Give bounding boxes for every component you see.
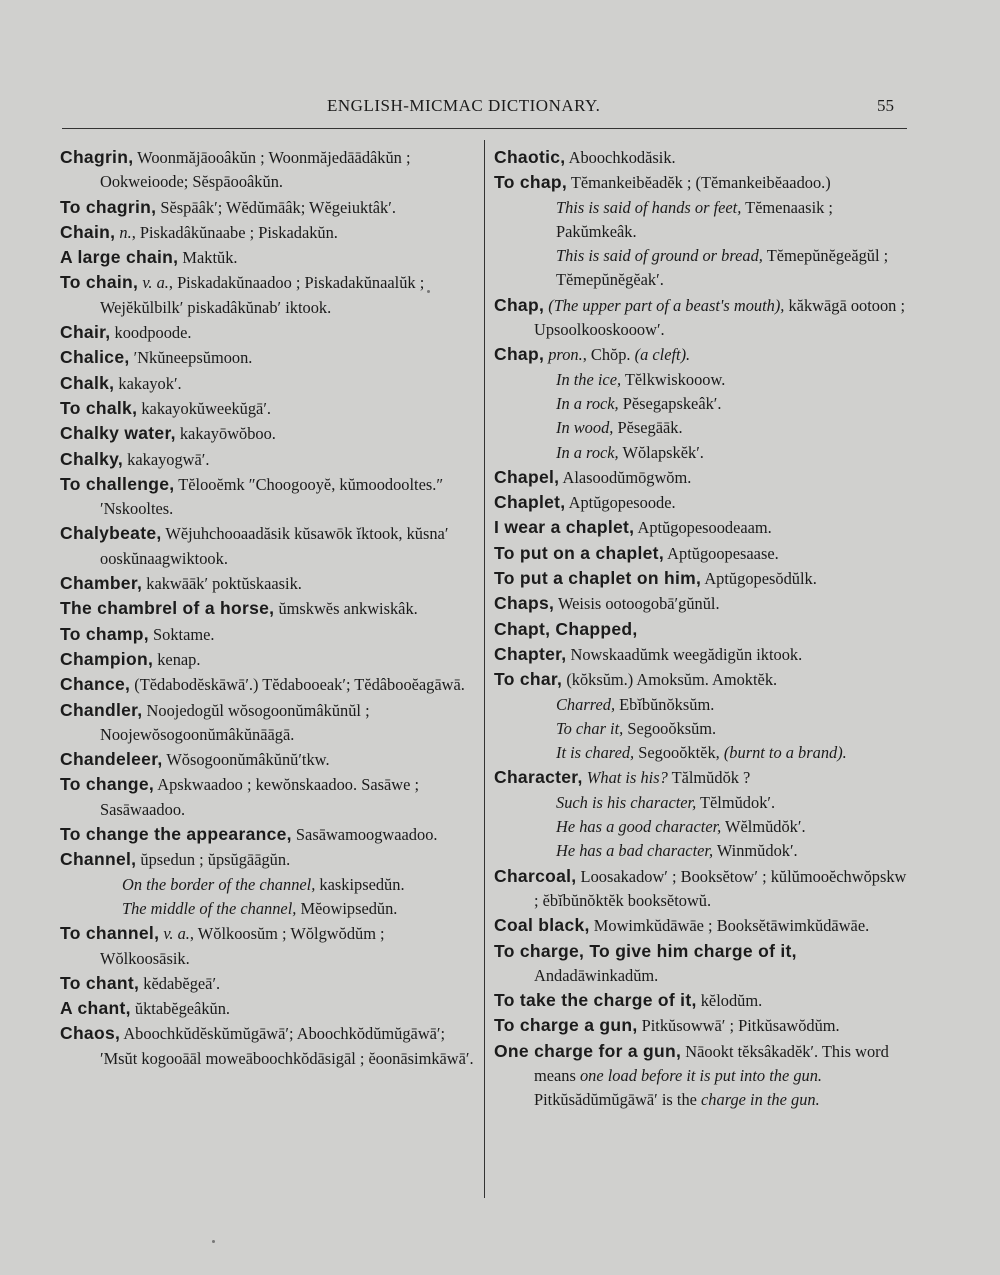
definition-text: Tĕlkwiskooow. [621,369,726,389]
dictionary-entry [60,345,476,370]
dictionary-entry [60,847,476,872]
dictionary-entry [60,472,476,522]
dictionary-entry [494,693,914,717]
headword: Chaotic, [494,147,566,167]
dictionary-entry [494,342,914,367]
italic-gloss: In wood, [556,418,614,438]
italic-gloss: (burnt to a brand). [723,743,847,763]
dictionary-entry [494,791,914,815]
definition-text: Segooŏksŭm. [623,718,717,738]
headword: Chapel, [494,466,560,487]
italic-gloss: v. a. [163,924,190,944]
headword: Chapter, [494,643,567,664]
definition-text: Aboochkodăsik. [565,148,676,167]
headword: To take the charge of it, [494,990,697,1011]
definition-text: Wŏsogoonŭmâkŭnŭ′tkw. [162,750,330,770]
dictionary-entry [494,170,914,195]
headword: To challenge, [60,473,175,494]
italic-gloss: Such is his character, [556,792,697,812]
dictionary-entry [494,566,914,591]
headword: To change the appearance, [60,824,292,845]
dictionary-entry [494,591,914,616]
dictionary-entry [60,647,476,672]
headword: Chalky water, [60,423,176,444]
definition-text: Soktame. [148,624,215,644]
definition-text: Mĕowipsedŭn. [296,898,398,918]
definition-text: Tălmŭdŏk ? [667,768,751,788]
definition-text: (Tĕdabodĕskāwā′.) Tĕdabooeak′; Tĕdâbooĕagāwā. [130,675,465,695]
dictionary-entry [60,996,476,1021]
dictionary-entry [494,765,914,790]
dictionary-entry [60,145,476,195]
dictionary-entry [494,839,914,863]
definition-text: kakayōwŏboo. [175,424,276,444]
definition-text: Nowskaadŭmk weegădigŭn iktook. [566,644,803,664]
right-column [494,145,914,1113]
definition-text: , Wŏlkoosŭm ; Wŏlgwŏdŭm ; Wŏlkoosāsik. [100,924,385,968]
definition-text: kăkwāgā ootoon ; Upsoolkooskooow′. [534,295,906,340]
dictionary-entry [494,145,914,170]
definition-text: (kŏksŭm.) Amoksŭm. Amoktĕk. [562,670,778,690]
dictionary-entry [494,815,914,839]
definition-text: Wĕjuhchooaadăsik kŭsawōk ĭktook, kŭsna′ ooskŭnaagwiktook. [100,524,449,568]
dictionary-entry [60,447,476,472]
dictionary-entry [494,490,914,515]
headword: To put a chaplet on him, [494,568,702,589]
definition-text: Aboochkŭdĕskŭmŭgāwā′; Aboochkŏdŭmŭgāwā′; ′Msŭt kogooāāl moweāboochkŏdāsigāl ; ĕoonāsimkāwā′. [100,1024,474,1068]
headword: I wear a chaplet, [494,517,635,538]
definition-text: Tĕmenaasik ; Pakŭmkeâk. [556,197,833,241]
dictionary-entry [60,772,476,822]
headword: Character, [494,767,583,788]
headword: To chagrin, [60,196,157,217]
definition-text: kakayogwā′. [123,449,210,469]
headword: Champion, [60,648,154,669]
dictionary-entry [60,822,476,847]
dictionary-entry [494,1039,914,1113]
dictionary-entry [494,441,914,465]
headword: Chap, [494,294,545,315]
headword: To put on a chaplet, [494,542,664,563]
dictionary-entry [60,521,476,571]
definition-text: kakayok′. [114,373,182,393]
dictionary-entry [494,913,914,938]
dictionary-entry [60,672,476,697]
headword: Chaos, [60,1023,121,1044]
definition-text: Pitkŭsădŭmŭgāwā′ is the [534,1090,702,1110]
definition-text: kĕlodŭm. [696,991,763,1011]
headword: Chap, [494,344,545,365]
dictionary-entry [60,421,476,446]
dictionary-entry [494,368,914,392]
italic-gloss: n. [119,222,132,242]
dictionary-entry [494,741,914,765]
headword: A large chain, [60,247,179,268]
definition-text: kaskipsedŭn. [315,874,405,894]
dictionary-entry [494,515,914,540]
column-divider [484,140,485,1198]
italic-gloss: This is said of ground or bread, [556,246,763,266]
definition-text: Loosakadow′ ; Booksĕtow′ ; kŭlŭmooĕchwŏpskw ; ĕbĭbŭnŏktĕk booksĕtowŭ. [534,866,907,910]
dictionary-entry [60,371,476,396]
dictionary-entry [494,939,914,989]
definition-text: Tĕlmŭdok′. [696,792,776,812]
definition-text: Wŏlapskĕk′. [618,442,704,462]
definition-text: Pĕsegapskeâk′. [618,393,722,413]
header-rule [62,128,907,129]
italic-gloss: What is his? [586,768,668,788]
definition-text: Andadāwinkadŭm. [534,965,659,985]
headword: Chair, [60,322,111,343]
definition-text: Woonmăjāooâkŭn ; Woonmăjedāādâkŭn ; Ookweioode; Sĕspāooâkŭn. [100,148,411,192]
italic-gloss: This is said of hands or feet, [556,197,742,217]
definition-text: Pitkŭsowwā′ ; Pitkŭsawŏdŭm. [637,1016,840,1036]
definition-text: Segooŏktĕk, [634,743,724,763]
headword: Chandeleer, [60,749,163,770]
definition-text: Sasāwamoogwaadoo. [291,825,438,845]
headword: A chant, [60,998,131,1019]
definition-text: kĕdabĕgeā′. [139,973,221,993]
headword: Chain, [60,221,116,242]
headword: Chaplet, [494,492,566,513]
paper-speck [212,1240,215,1243]
headword: To chalk, [60,397,138,418]
headword: Charcoal, [494,865,577,886]
headword: Chalky, [60,448,124,469]
headword: The chambrel of a horse, [60,598,275,619]
headword: To chant, [60,972,140,993]
definition-text: Aptŭgopesŏdŭlk. [701,569,817,589]
definition-text: , Piskadakŭnaadoo ; Piskadakŭnaalŭk ; Wejĕkŭlbilk′ piskadâkŭnab′ iktook. [100,273,425,317]
italic-gloss: On the border of the channel, [122,874,316,894]
definition-text: kakwāāk′ poktŭskaasik. [142,574,302,594]
dictionary-entry [494,1013,914,1038]
definition-text: Weisis ootoogobā′gŭnŭl. [554,594,720,614]
dictionary-entry [60,571,476,596]
dictionary-entry [494,196,914,245]
headword: Chalk, [60,372,115,393]
definition-text: kakayokŭweekŭgā′. [137,398,272,418]
definition-text: Maktŭk. [178,248,238,268]
dictionary-entry [60,195,476,220]
dictionary-entry [494,617,914,642]
definition-text: Tĕmepŭnĕgeăgŭl ; Tĕmepŭnĕgĕak′. [556,246,889,290]
headword: Chance, [60,674,131,695]
dictionary-entry [60,270,476,320]
headword: To char, [494,669,563,690]
dictionary-entry [60,596,476,621]
italic-gloss: Charred, [556,694,616,714]
dictionary-entry [60,245,476,270]
headword: Chalice, [60,347,130,368]
definition-text: Tĕlooĕmk ″Choogooyĕ, kŭmoodooltes.″ ′Nskooltes. [100,474,444,519]
definition-text: kenap. [153,649,201,669]
dictionary-entry [494,416,914,440]
italic-gloss: charge in the gun. [701,1090,820,1110]
dictionary-entry [494,244,914,293]
italic-gloss: He has a bad character, [556,841,714,861]
dictionary-entry [494,667,914,692]
dictionary-entry [60,220,476,245]
dictionary-entry [494,293,914,343]
headword: To champ, [60,623,149,644]
page-number: 55 [877,96,894,115]
definition-text: Aptŭgoopesaase. [663,543,779,563]
definition-text: ŭmskwĕs ankwiskâk. [274,599,418,619]
italic-gloss: The middle of the channel, [122,898,297,918]
dictionary-entry [494,988,914,1013]
italic-gloss: one load before it is put into the gun. [579,1065,823,1085]
italic-gloss: He has a good character, [556,817,722,837]
italic-gloss: In the ice, [556,369,622,389]
definition-text: Apskwaadoo ; kewŏnskaadoo. Sasāwe ; Sasāwaadoo. [100,775,420,819]
italic-gloss: (The upper part of a beast's mouth), [548,295,785,315]
definition-text: ′Nkŭneepsŭmoon. [129,348,253,368]
headword: Channel, [60,849,137,870]
definition-text: Pĕsegāāk. [613,418,683,438]
definition-text: Aptŭgopesoode. [565,493,676,513]
italic-gloss: It is chared, [556,743,635,763]
italic-gloss: To char it, [556,718,624,738]
dictionary-entry [494,465,914,490]
definition-text: Nāookt tĕksâkadĕk′. This word means [534,1041,889,1085]
definition-text: ŭktabĕgeâkŭn. [130,999,231,1019]
italic-gloss: In a rock, [556,393,619,413]
definition-text: , Piskadâkŭnaabe ; Piskadakŭn. [131,222,338,242]
headword: To charge a gun, [494,1015,638,1036]
left-column [60,145,476,1071]
definition-text: koodpoode. [110,323,192,343]
dictionary-entry [60,921,476,971]
definition-text: Wĕlmŭdŏk′. [721,817,806,837]
italic-gloss: (a cleft). [634,345,691,365]
headword: To channel, [60,923,160,944]
headword: Chamber, [60,573,143,594]
dictionary-entry [60,971,476,996]
dictionary-entry [494,717,914,741]
headword: To change, [60,774,155,795]
running-header [0,92,1000,122]
definition-text: Sĕspāâk′; Wĕdŭmāâk; Wĕgeiuktâk′. [156,197,396,217]
dictionary-entry [60,698,476,748]
definition-text: Alasoodŭmōgwŏm. [559,467,692,487]
dictionary-entry [60,747,476,772]
dictionary-entry [494,541,914,566]
dictionary-entry [60,897,476,921]
headword: To chain, [60,272,139,293]
italic-gloss: v. a. [142,273,169,293]
dictionary-entry [60,1021,476,1071]
dictionary-entry [494,864,914,914]
dictionary-entry [494,642,914,667]
header-title: ENGLISH-MICMAC DICTIONARY. [327,96,601,115]
paper-speck [427,290,430,293]
definition-text: Noojedogŭl wŏsogoonŭmâkŭnŭl ; Noojewŏsogoonŭmâkŭnāāgā. [100,700,370,744]
dictionary-entry [60,873,476,897]
headword: Chandler, [60,699,143,720]
italic-gloss: pron. [548,345,583,365]
dictionary-entry [494,392,914,416]
definition-text: Ebĭbŭnŏksŭm. [615,694,715,714]
headword: Chalybeate, [60,523,162,544]
dictionary-entry [60,396,476,421]
headword: To chap, [494,172,568,193]
definition-text: , Chŏp. [582,345,635,365]
definition-text: Tĕmankeibĕadĕk ; (Tĕmankeibĕaadoo.) [567,173,831,193]
dictionary-entry [60,622,476,647]
definition-text: Aptŭgopesoodeaam. [634,518,772,538]
definition-text: Winmŭdok′. [713,841,798,861]
dictionary-entry [60,320,476,345]
headword: Coal black, [494,915,590,936]
italic-gloss: In a rock, [556,442,619,462]
definition-text: Mowimkŭdāwāe ; Booksĕtāwimkŭdāwāe. [589,916,870,936]
definition-text: ŭpsedun ; ŭpsŭgāāgŭn. [136,850,291,870]
headword: Chagrin, [60,147,134,167]
headword: One charge for a gun, [494,1040,682,1061]
headword: Chapt, Chapped, [494,618,638,639]
headword: To charge, To give him charge of it, [494,940,797,961]
headword: Chaps, [494,593,555,614]
